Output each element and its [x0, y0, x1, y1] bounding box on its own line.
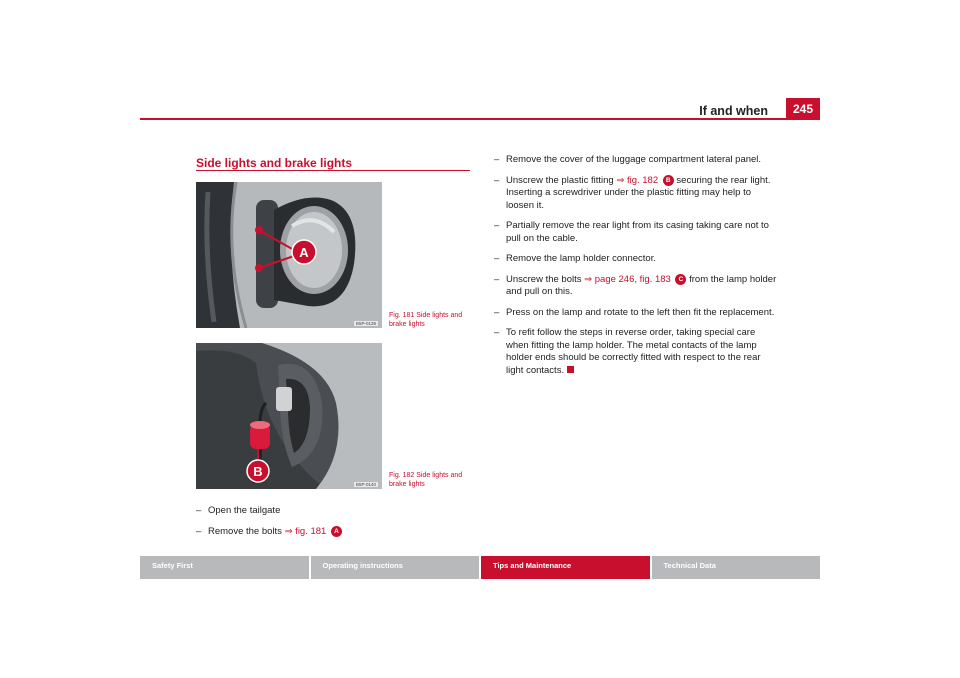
step-remove-bolts: – Remove the bolts ⇒ fig. 181 A [196, 526, 476, 539]
figure-182-code: B5P-0140 [355, 482, 376, 487]
side-light-bolts-illustration [196, 182, 382, 328]
callout-a-badge: A [331, 526, 342, 537]
section-title: Side lights and brake lights [196, 156, 353, 170]
section-divider [196, 170, 470, 171]
step-unscrew-bolts: – Unscrew the bolts ⇒ page 246, fig. 183 C from the lamp holder and pull on this. [494, 274, 778, 299]
step-remove-cover: – Remove the cover of the luggage compartment lateral panel. [494, 154, 778, 167]
step-refit: – To refit follow the steps in reverse order, taking special care when fitting the lamp holder. The metal contacts of the lamp holder ends should be correctly fitted with respect to the rear light contacts. [494, 327, 778, 377]
step-unscrew-fitting: – Unscrew the plastic fitting ⇒ fig. 182 B securing the rear light. Inserting a screwdriver under the plastic fitting may help to loosen it. [494, 175, 778, 213]
figure-182-image [196, 343, 382, 489]
figure-181-caption: Fig. 181 Side lights and brake lights [389, 312, 463, 328]
running-header-title: If and when [699, 104, 768, 118]
fig-183-link[interactable]: ⇒ page 246, fig. 183 [584, 273, 671, 285]
figure-181-code: B5P-0139 [355, 321, 376, 326]
page-number-badge: 245 [786, 98, 820, 120]
end-of-section-marker [567, 366, 574, 373]
tab-tips-and-maintenance[interactable]: Tips and Maintenance [481, 556, 650, 579]
footer-nav [140, 556, 820, 579]
figure-181-callout: A [299, 245, 309, 260]
step-remove-connector: – Remove the lamp holder connector. [494, 253, 778, 266]
header-divider [140, 118, 820, 120]
tab-technical-data[interactable]: Technical Data [652, 556, 821, 579]
callout-b-badge: B [663, 175, 674, 186]
step-open-tailgate: – Open the tailgate [196, 505, 476, 518]
step-remove-rear-light: – Partially remove the rear light from its casing taking care not to pull on the cable. [494, 220, 778, 245]
tab-operating-instructions[interactable]: Operating instructions [311, 556, 480, 579]
tab-safety-first[interactable]: Safety First [140, 556, 309, 579]
callout-c-badge: C [675, 274, 686, 285]
figure-181-image [196, 182, 382, 328]
left-step-list [196, 505, 476, 546]
figure-182-caption: Fig. 182 Side lights and brake lights [389, 472, 463, 488]
figure-182-callout: B [253, 464, 263, 479]
plastic-fitting-illustration [196, 343, 382, 489]
right-step-list [494, 154, 778, 385]
fig-181-link[interactable]: ⇒ fig. 181 [284, 525, 327, 537]
step-replace-lamp: – Press on the lamp and rotate to the left then fit the replacement. [494, 307, 778, 320]
fig-182-link[interactable]: ⇒ fig. 182 [616, 174, 659, 186]
